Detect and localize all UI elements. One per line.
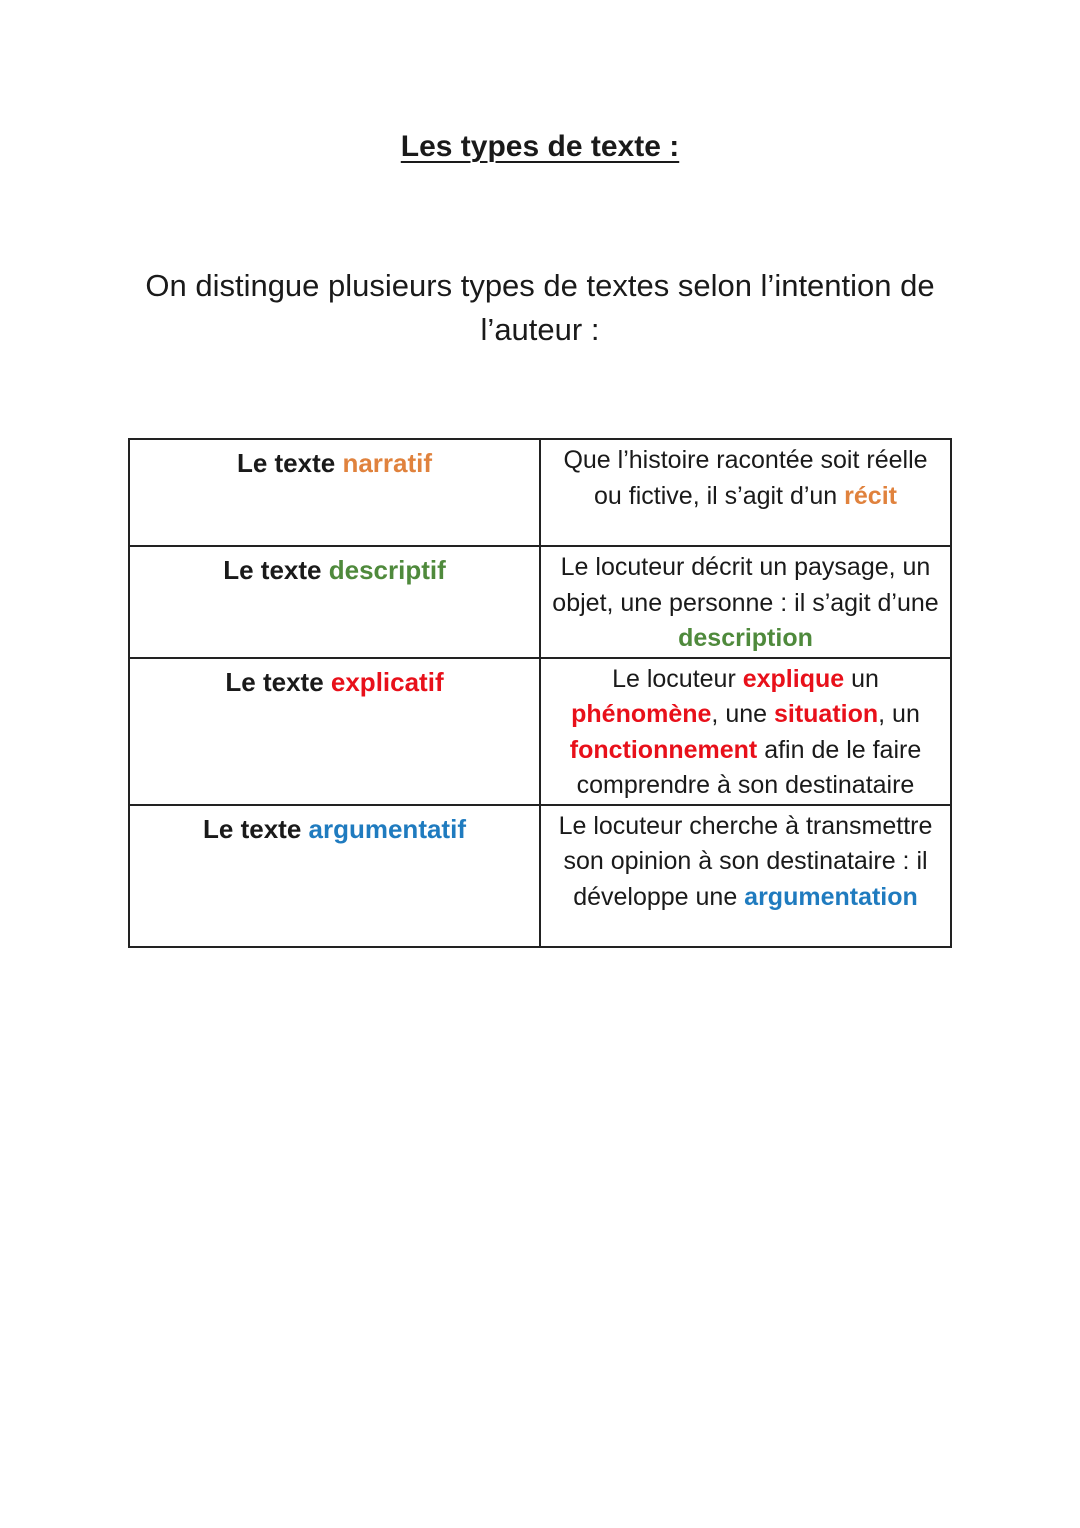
type-word-narratif: narratif xyxy=(342,448,433,478)
desc-cell-descriptif xyxy=(540,546,951,658)
type-word-argumentatif: argumentatif xyxy=(308,813,466,844)
desc-cell-narratif xyxy=(540,439,951,546)
table-row-explicatif xyxy=(129,658,951,805)
highlight-description: description xyxy=(678,624,813,652)
type-word-explicatif: explicatif xyxy=(330,666,444,697)
desc-text: un xyxy=(844,664,879,693)
type-cell-descriptif xyxy=(129,546,540,658)
intro-paragraph: On distingue plusieurs types de textes selon l’intention de l’auteur : xyxy=(145,268,935,347)
highlight-situation: situation xyxy=(773,700,879,728)
highlight-explique: explique xyxy=(742,664,845,693)
desc-text: Que l’histoire racontée soit réelle ou fictive, il s’agit d’un xyxy=(563,446,928,510)
desc-text: Le locuteur cherche à transmettre son opinion à son destinataire : il développe une xyxy=(558,811,933,911)
desc-text: Le locuteur décrit un paysage, un objet, une personne : il s’agit d’une xyxy=(552,553,939,617)
type-prefix: Le texte xyxy=(236,448,343,478)
type-word-descriptif: descriptif xyxy=(328,555,446,585)
type-cell-argumentatif xyxy=(129,805,540,947)
desc-text: , un xyxy=(878,700,920,728)
highlight-phenomene: phénomène xyxy=(571,700,712,728)
table-row-narratif xyxy=(129,439,951,546)
page-title: Les types de texte : xyxy=(400,130,680,163)
desc-text: afin de le faire comprendre à son destinataire xyxy=(576,735,922,799)
table-row-descriptif xyxy=(129,546,951,658)
type-prefix: Le texte xyxy=(225,666,331,697)
highlight-recit: récit xyxy=(844,481,897,510)
highlight-argumentation: argumentation xyxy=(744,882,918,911)
table-row-argumentatif xyxy=(129,805,951,947)
type-prefix: Le texte xyxy=(203,813,309,844)
desc-text: Le locuteur xyxy=(612,664,743,693)
desc-cell-argumentatif xyxy=(540,805,951,947)
desc-cell-explicatif xyxy=(540,658,951,805)
type-prefix: Le texte xyxy=(223,555,329,585)
desc-text: , une xyxy=(711,700,774,728)
type-cell-narratif xyxy=(129,439,540,546)
type-cell-explicatif xyxy=(129,658,540,805)
highlight-fonctionnement: fonctionnement xyxy=(569,735,758,764)
text-types-table xyxy=(128,438,952,948)
